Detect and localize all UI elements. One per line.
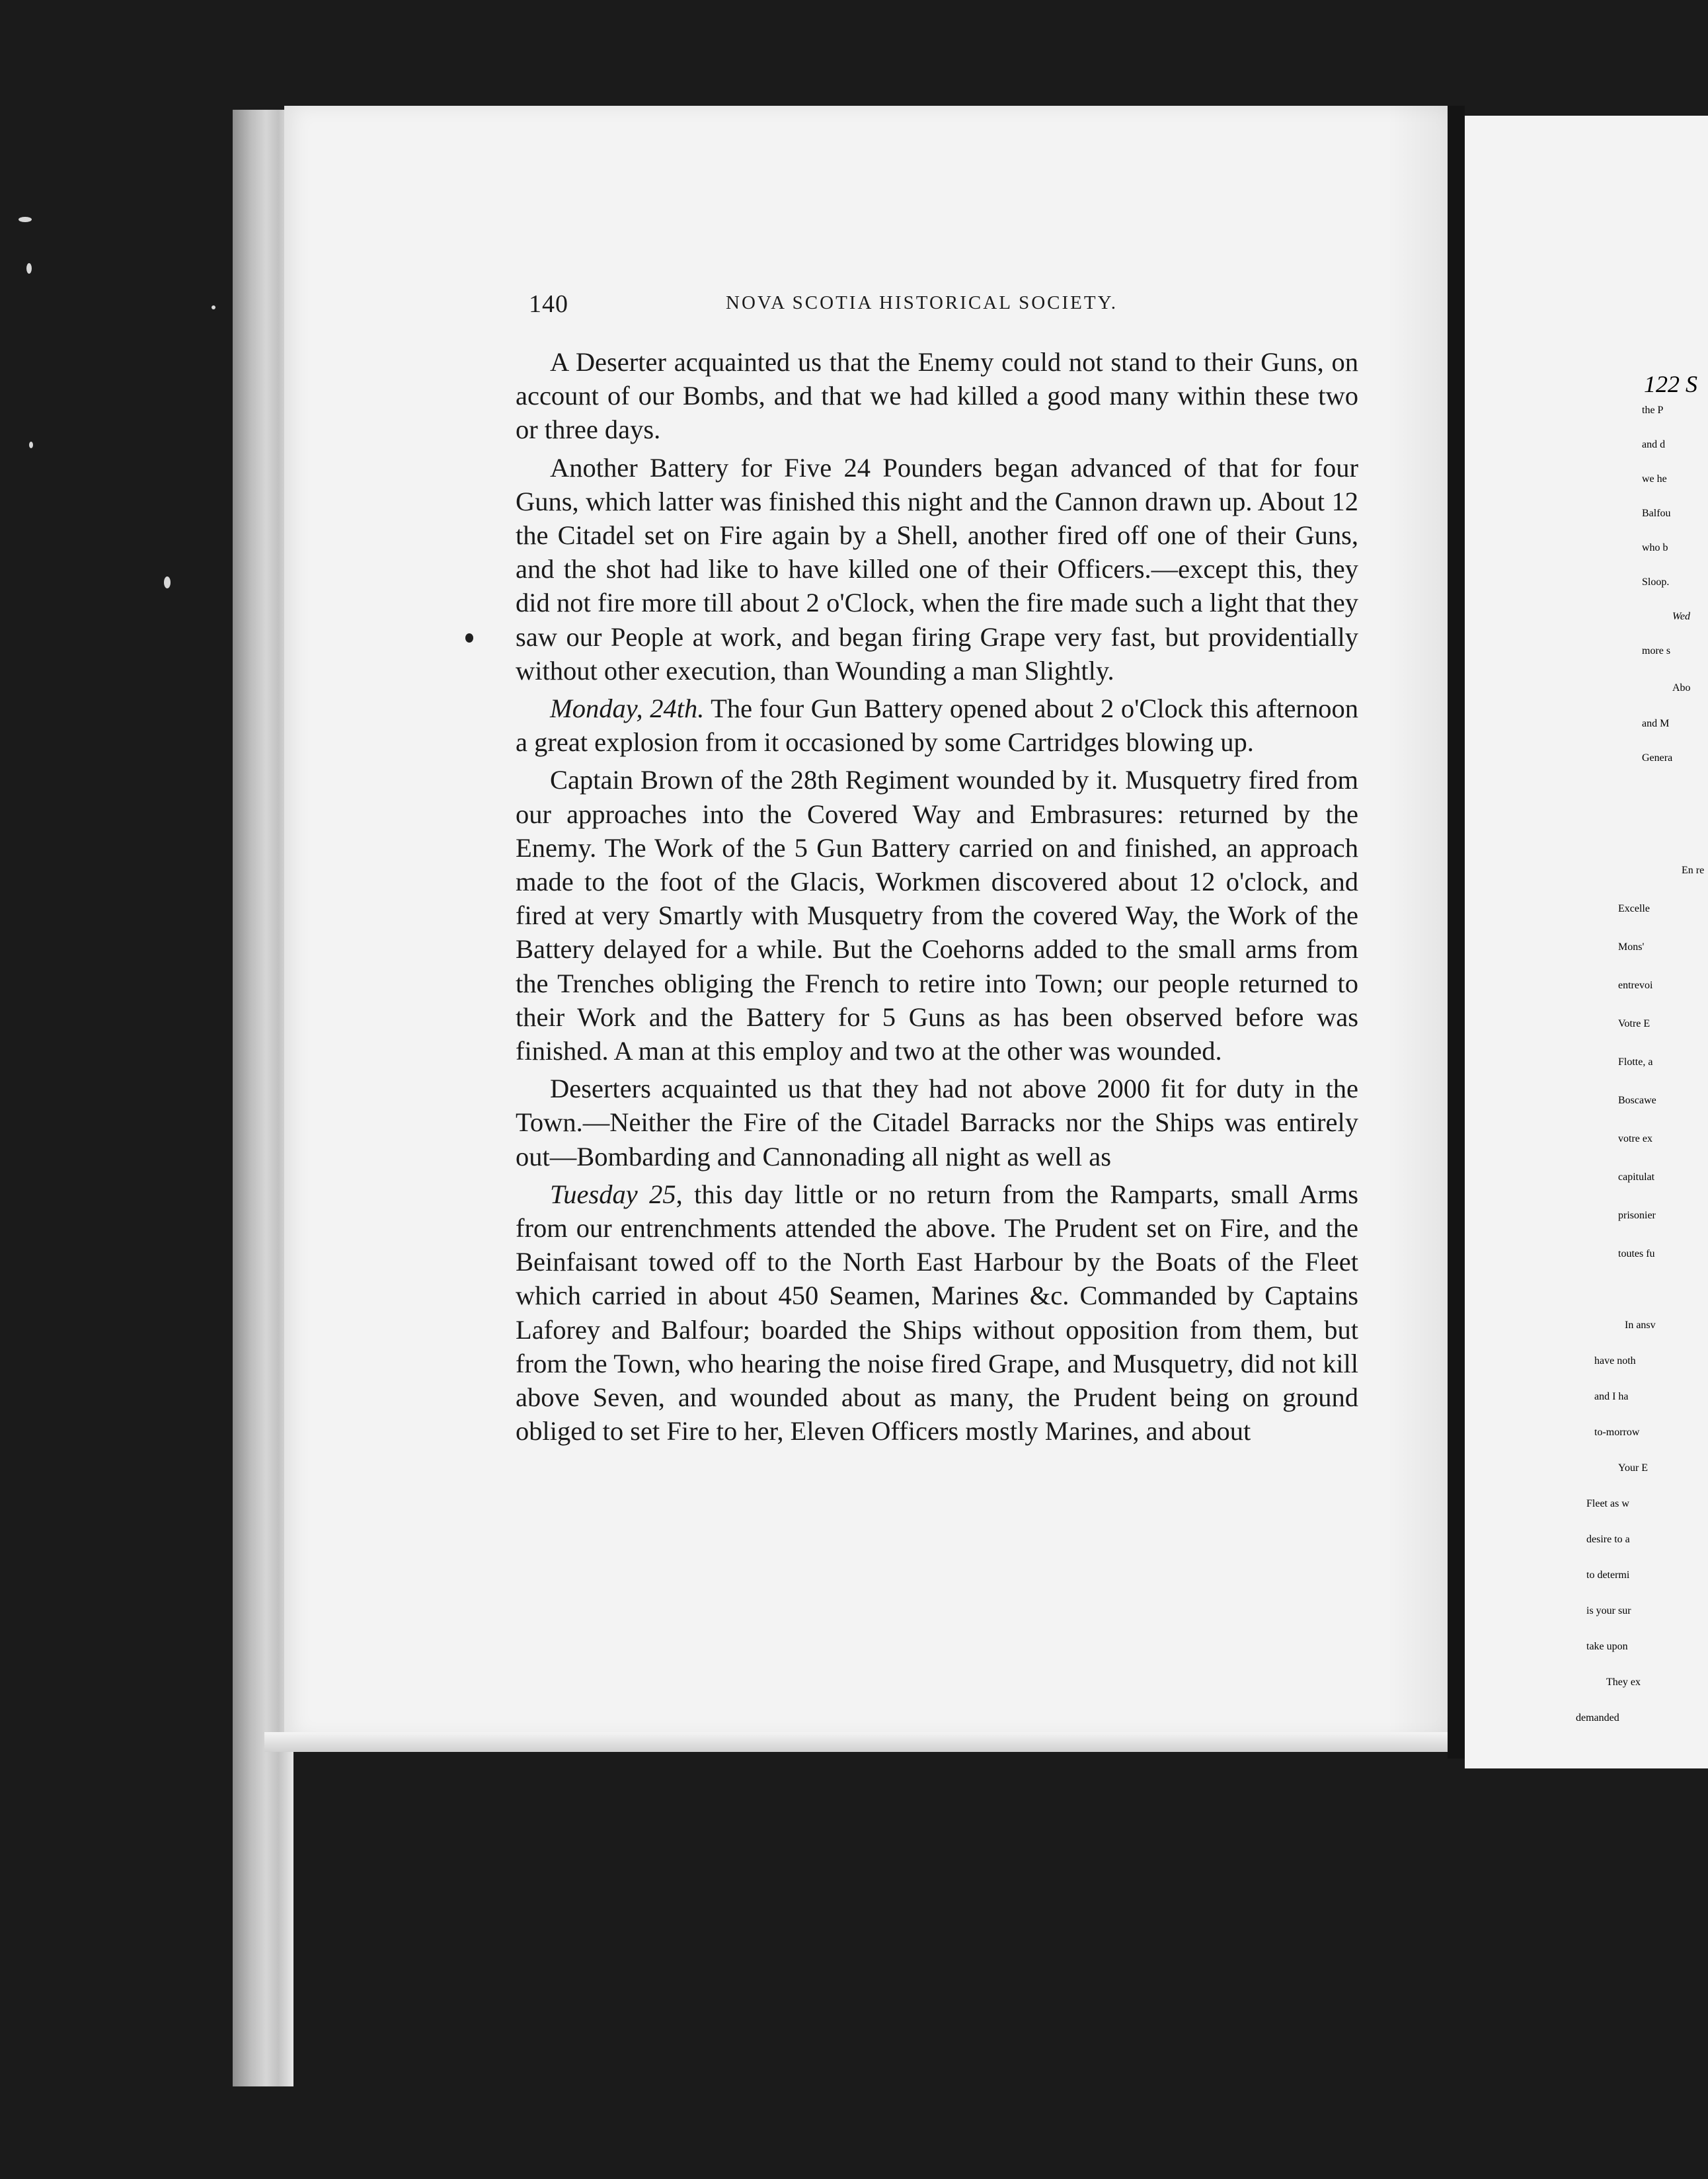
right-page-line: Your E [1618,1462,1649,1474]
paragraph [516,1177,1358,1448]
background-speck [26,263,32,274]
right-page-line: Fleet as w [1586,1498,1629,1509]
right-page-line: toutes fu [1618,1248,1655,1259]
right-page-line: Abo [1672,682,1691,693]
right-page-line: we he [1642,473,1667,485]
right-page-line: In ansv [1625,1320,1656,1331]
paragraph-text: The four Gun Battery opened about 2 o'Clock this afternoon a great explosion from it occasioned by some Cartridges blowing up. [516,693,1359,758]
right-page-line: Balfou [1642,508,1671,519]
right-page-line: Genera [1642,752,1673,764]
right-page-line: more s [1642,645,1671,656]
right-page [1465,116,1708,1768]
paragraph [516,692,1358,759]
background-speck [164,576,171,588]
right-page-line: En re [1682,865,1705,876]
paragraph-text: Deserters acquainted us that they had not above 2000 fit for duty in the Town.—Neither the Fire of the Citadel Barracks nor the Ships was entirely out—Bombarding and Cannonading all night as well as [516,1074,1358,1171]
right-page-line: Excelle [1618,903,1650,914]
page-shadow [1388,106,1448,1739]
entry-date: Monday, 24th. [550,693,705,724]
entry-date: Tuesday 25 [550,1179,676,1209]
right-page-line: votre ex [1618,1133,1652,1144]
right-page-line: have noth [1594,1355,1636,1367]
page-number: 140 [529,290,568,318]
background-speck [19,217,32,222]
paragraph [516,451,1358,688]
right-page-line: Mons' [1618,941,1645,953]
background-speck [212,305,215,309]
right-page-line: who b [1642,542,1668,553]
right-page-line: to-morrow [1594,1427,1640,1438]
right-page-line: Wed [1672,611,1690,622]
right-page-line: They ex [1606,1677,1641,1688]
right-page-line: and M [1642,718,1670,729]
right-page-line: Sloop. [1642,576,1670,588]
paragraph-text: Captain Brown of the 28th Regiment wounded by it. Musquetry fired from our approaches into the Covered Way and Embrasures: returned by the Enemy. The Work of the 5 Gun Battery carried on and finished, an approach made to the foot of the Glacis, Workmen discovered about 12 o'clock, and fired at very Smartly with Musquetry from the covered Way, the Work of the Battery delayed for a while. But the Coehorns added to the small arms from the Trenches obliging the French to retire into Town; our people returned to their Work and the Battery for 5 Guns as has been observed before was finished. A man at this employ and two at the other was wounded. [516,765,1358,1066]
paragraph [516,763,1358,1068]
right-page-line: Votre E [1618,1018,1650,1029]
margin-ink-dot [465,633,473,643]
right-page-line: the P [1642,405,1664,416]
paragraph-text: Another Battery for Five 24 Pounders began advanced of that for four Guns, which latter was finished this night and the Cannon drawn up. About 12 the Citadel set on Fire again by a Shell, another fired off one of their Guns, and the shot had like to have killed one of their Officers.—except this, they did not fire more till about 2 o'Clock, when the fire made such a light that they saw our People at work, and began firing Grape very fast, but providentially without other execution, than Wounding a man Slightly. [516,452,1358,686]
right-page-line: is your sur [1586,1605,1631,1616]
right-page-line: entrevoi [1618,980,1653,991]
body-text [516,345,1358,1452]
running-head [529,290,1362,316]
paragraph-text: A Deserter acquainted us that the Enemy could not stand to their Guns, on account of our Bombs, and that we had killed a good many within these two or three days. [516,347,1358,445]
background-speck [29,442,33,448]
journal-title: NOVA SCOTIA HISTORICAL SOCIETY. [726,292,1118,313]
right-page-line: demanded [1576,1712,1619,1723]
right-page-line: to determi [1586,1569,1630,1581]
right-page-line: capitulat [1618,1171,1655,1183]
right-page-line: take upon [1586,1641,1628,1652]
right-page-line: prisonier [1618,1210,1656,1221]
paragraph [516,1072,1358,1173]
right-page-line: Boscawe [1618,1095,1656,1106]
right-page-line: 122 S [1644,371,1697,397]
book-gutter [1448,106,1465,1759]
paragraph [516,345,1358,447]
paragraph-text: , this day little or no return from the Ramparts, small Arms from our entrenchments attended the above. The Prudent set on Fire, and the Beinfaisant towed off to the North East Harbour by the Boats of the Fleet which carried in about 450 Seamen, Marines &c. Commanded by Captains Laforey and Balfour; boarded the Ships without opposition from them, but from the Town, who hearing the noise fired Grape, and Musquetry, did not kill above Seven, and wounded about as many, the Prudent being on ground obliged to set Fire to her, Eleven Officers mostly Marines, and about [516,1179,1358,1446]
right-page-line: desire to a [1586,1534,1630,1545]
page-bottom-edge [264,1732,1454,1752]
right-page-line: and I ha [1594,1391,1629,1402]
right-page-line: Flotte, a [1618,1056,1653,1068]
right-page-line: and d [1642,439,1666,450]
